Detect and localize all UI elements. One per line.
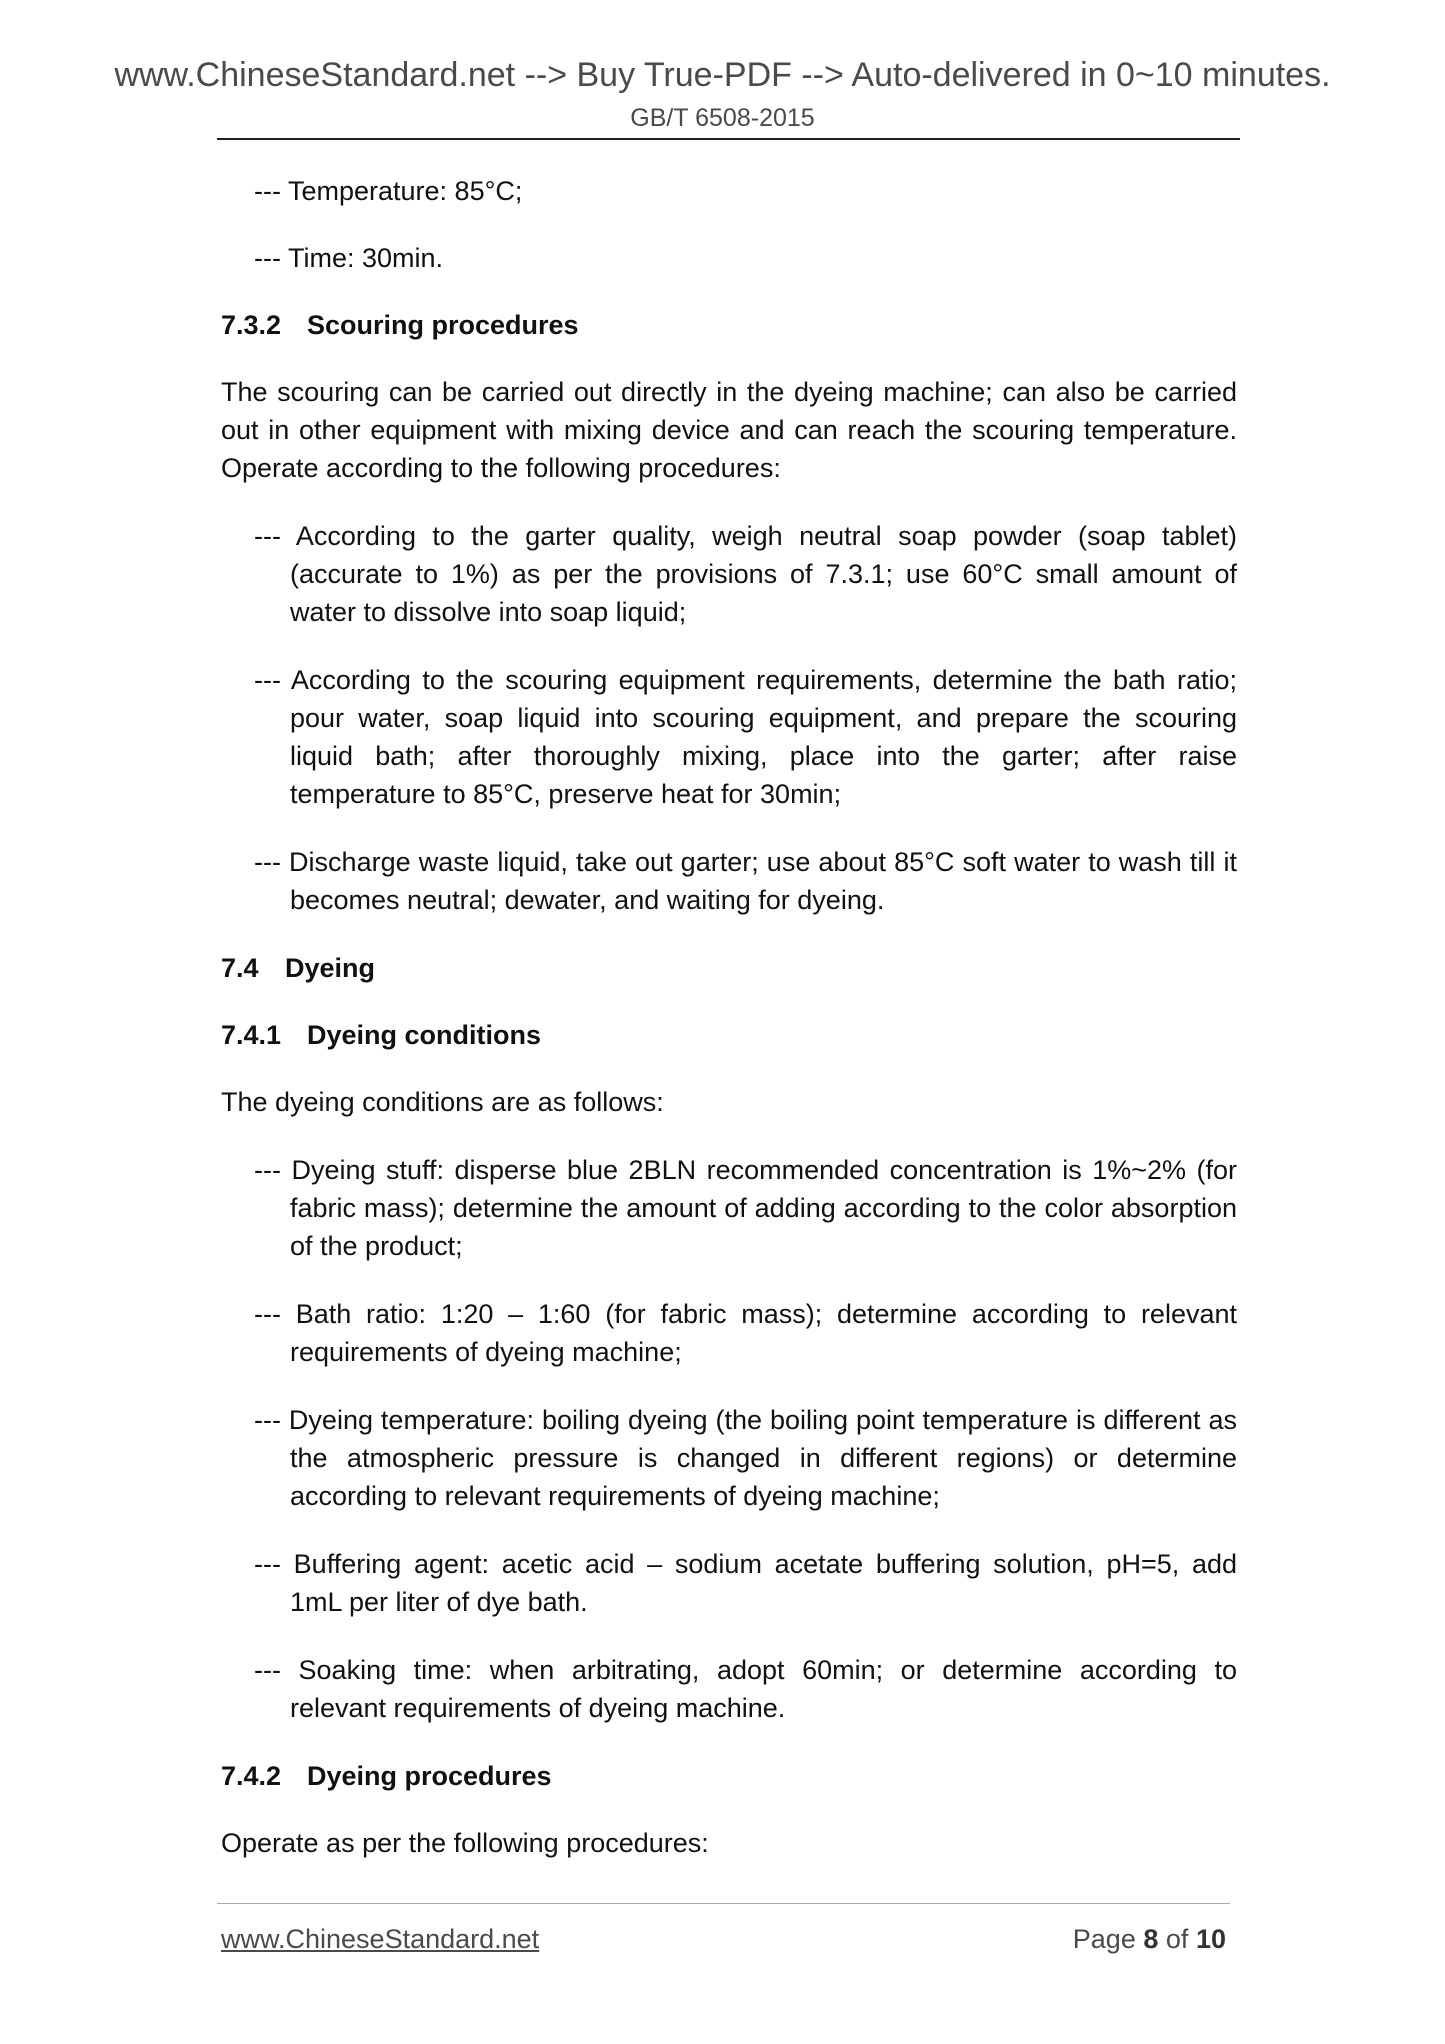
- page-of: of: [1165, 1924, 1189, 1954]
- section-number: 7.4.2: [221, 1761, 282, 1791]
- section-title: Dyeing procedures: [307, 1761, 552, 1791]
- footer-divider: [217, 1903, 1230, 1904]
- list-item: --- Temperature: 85°C;: [254, 176, 523, 206]
- header-title[interactable]: www.ChineseStandard.net --> Buy True-PDF --> Auto-delivered in 0~10 minutes.: [114, 56, 1331, 94]
- section-number: 7.3.2: [221, 310, 282, 340]
- section-heading-7-3-2: [221, 306, 1237, 344]
- page-current: 8: [1143, 1924, 1159, 1954]
- list-item: --- Dyeing temperature: boiling dyeing (the boiling point temperature is different as the atmospheric pressure is changed in different regions) or determine according to relevant requirements of dyeing machine;: [254, 1405, 1237, 1511]
- section-number: 7.4.1: [221, 1020, 282, 1050]
- section-number: 7.4: [221, 953, 259, 983]
- page-total: 10: [1195, 1924, 1226, 1954]
- section-title: Scouring procedures: [307, 310, 579, 340]
- list-item: --- According to the garter quality, weigh neutral soap powder (soap tablet) (accurate to 1%) as per the provisions of 7.3.1; use 60°C small amount of water to dissolve into soap liquid;: [254, 521, 1237, 627]
- section-title: Dyeing conditions: [307, 1020, 542, 1050]
- paragraph: The scouring can be carried out directly in the dyeing machine; can also be carried out in other equipment with mixing device and can reach the scouring temperature. Operate according to the following procedures:: [221, 377, 1237, 483]
- list-item: --- Buffering agent: acetic acid – sodium acetate buffering solution, pH=5, add 1mL per liter of dye bath.: [254, 1549, 1237, 1617]
- footer-link[interactable]: www.ChineseStandard.net: [221, 1924, 540, 1954]
- list-item: --- Time: 30min.: [254, 243, 444, 273]
- paragraph: Operate as per the following procedures:: [221, 1828, 709, 1858]
- list-item: --- Dyeing stuff: disperse blue 2BLN recommended concentration is 1%~2% (for fabric mass); determine the amount of adding according to the color absorption of the product;: [254, 1155, 1237, 1261]
- list-item: --- According to the scouring equipment requirements, determine the bath ratio; pour water, soap liquid into scouring equipment, and prepare the scouring liquid bath; after thoroughly mixing, place into the garter; after raise temperature to 85°C, preserve heat for 30min;: [254, 665, 1237, 809]
- page-indicator: [1000, 1924, 1226, 1955]
- section-title: Dyeing: [285, 953, 376, 983]
- standard-number: GB/T 6508-2015: [630, 104, 815, 132]
- header-divider: [217, 138, 1240, 140]
- document-body: [221, 172, 1237, 1892]
- section-heading-7-4: [221, 949, 1237, 987]
- section-heading-7-4-1: [221, 1016, 1237, 1054]
- paragraph: The dyeing conditions are as follows:: [221, 1087, 664, 1117]
- section-heading-7-4-2: [221, 1757, 1237, 1795]
- page-prefix: Page: [1072, 1924, 1136, 1954]
- list-item: --- Bath ratio: 1:20 – 1:60 (for fabric mass); determine according to relevant requirements of dyeing machine;: [254, 1299, 1237, 1367]
- list-item: --- Discharge waste liquid, take out garter; use about 85°C soft water to wash till it becomes neutral; dewater, and waiting for dyeing.: [254, 847, 1237, 915]
- list-item: --- Soaking time: when arbitrating, adopt 60min; or determine according to relevant requirements of dyeing machine.: [254, 1655, 1237, 1723]
